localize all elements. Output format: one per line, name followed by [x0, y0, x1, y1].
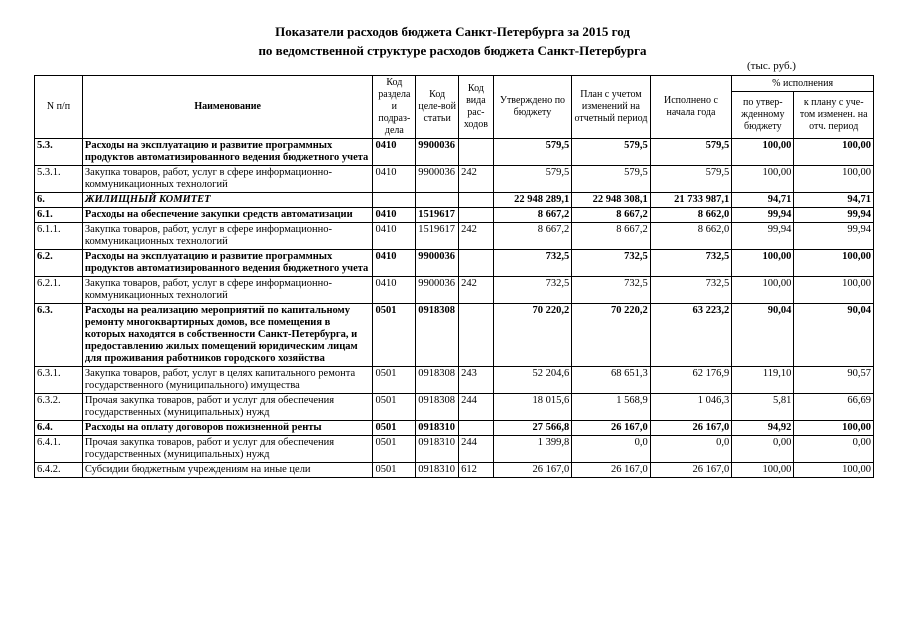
row-name: Субсидии бюджетным учреждениям на иные цели	[82, 463, 373, 478]
row-executed: 732,5	[650, 250, 732, 277]
header-vid: Код вида рас-ходов	[459, 76, 494, 139]
row-plan: 732,5	[572, 277, 650, 304]
row-razdel: 0410	[373, 223, 416, 250]
row-vid: 242	[459, 166, 494, 193]
row-statya: 0918308	[416, 304, 459, 367]
row-name: Расходы на эксплуатацию и развитие программных продуктов автоматизированного ведения бюджетного учета	[82, 250, 373, 277]
row-statya: 9900036	[416, 166, 459, 193]
row-plan: 579,5	[572, 139, 650, 166]
row-pct-plan: 100,00	[794, 277, 874, 304]
document-title: Показатели расходов бюджета Санкт-Петербурга за 2015 год	[275, 24, 630, 39]
row-statya: 0918310	[416, 463, 459, 478]
row-executed: 26 167,0	[650, 421, 732, 436]
row-plan: 26 167,0	[572, 463, 650, 478]
row-pct-approved: 94,71	[732, 193, 794, 208]
row-statya: 9900036	[416, 250, 459, 277]
row-name: Расходы на реализацию мероприятий по капитальному ремонту многоквартирных домов, все помещения в которых находятся в собственности Санкт-Петербурга, и предоставлению жилых помещений юридическим лицам для проживания работников городского хозяйства	[82, 304, 373, 367]
row-vid: 242	[459, 277, 494, 304]
row-approved: 732,5	[493, 277, 571, 304]
row-statya: 1519617	[416, 208, 459, 223]
table-row	[35, 277, 874, 304]
row-statya: 0918310	[416, 421, 459, 436]
row-num: 5.3.1.	[35, 166, 83, 193]
row-num: 6.2.1.	[35, 277, 83, 304]
table-row	[35, 304, 874, 367]
row-pct-plan: 90,04	[794, 304, 874, 367]
units-label: (тыс. руб.)	[747, 60, 796, 72]
row-pct-approved: 100,00	[732, 463, 794, 478]
row-pct-plan: 99,94	[794, 208, 874, 223]
row-name: Закупка товаров, работ, услуг в сфере информационно-коммуникационных технологий	[82, 277, 373, 304]
header-razdel: Код раздела и подраз-дела	[373, 76, 416, 139]
header-pct-plan: к плану с уче-том изменен. на отч. период	[794, 92, 874, 139]
row-num: 6.1.1.	[35, 223, 83, 250]
header-num: N п/п	[35, 76, 83, 139]
row-name: Прочая закупка товаров, работ и услуг для обеспечения государственных (муниципальных) нужд	[82, 394, 373, 421]
row-vid	[459, 139, 494, 166]
row-num: 6.4.1.	[35, 436, 83, 463]
table-row	[35, 394, 874, 421]
row-num: 6.1.	[35, 208, 83, 223]
row-num: 6.3.1.	[35, 367, 83, 394]
row-razdel: 0410	[373, 250, 416, 277]
row-executed: 26 167,0	[650, 463, 732, 478]
row-name: Прочая закупка товаров, работ и услуг для обеспечения государственных (муниципальных) нужд	[82, 436, 373, 463]
row-approved: 579,5	[493, 166, 571, 193]
row-num: 6.4.2.	[35, 463, 83, 478]
row-pct-approved: 100,00	[732, 250, 794, 277]
row-razdel: 0501	[373, 463, 416, 478]
row-razdel: 0410	[373, 139, 416, 166]
table-row	[35, 139, 874, 166]
row-razdel: 0410	[373, 208, 416, 223]
row-statya: 9900036	[416, 277, 459, 304]
row-vid	[459, 421, 494, 436]
row-statya: 0918310	[416, 436, 459, 463]
row-vid: 612	[459, 463, 494, 478]
row-vid	[459, 304, 494, 367]
row-name: Расходы на оплату договоров пожизненной ренты	[82, 421, 373, 436]
row-approved: 27 566,8	[493, 421, 571, 436]
row-pct-approved: 100,00	[732, 166, 794, 193]
row-razdel: 0501	[373, 421, 416, 436]
row-pct-plan: 94,71	[794, 193, 874, 208]
row-approved: 1 399,8	[493, 436, 571, 463]
row-pct-plan: 66,69	[794, 394, 874, 421]
row-executed: 0,0	[650, 436, 732, 463]
row-plan: 1 568,9	[572, 394, 650, 421]
row-razdel	[373, 193, 416, 208]
row-plan: 579,5	[572, 166, 650, 193]
row-executed: 8 662,0	[650, 223, 732, 250]
header-name: Наименование	[82, 76, 373, 139]
row-approved: 8 667,2	[493, 208, 571, 223]
row-approved: 52 204,6	[493, 367, 571, 394]
table-row	[35, 421, 874, 436]
row-razdel: 0410	[373, 277, 416, 304]
row-num: 6.3.2.	[35, 394, 83, 421]
row-plan: 8 667,2	[572, 208, 650, 223]
row-razdel: 0501	[373, 304, 416, 367]
row-pct-plan: 99,94	[794, 223, 874, 250]
row-pct-approved: 90,04	[732, 304, 794, 367]
row-num: 6.3.	[35, 304, 83, 367]
row-plan: 8 667,2	[572, 223, 650, 250]
row-pct-plan: 100,00	[794, 463, 874, 478]
row-statya: 0918308	[416, 367, 459, 394]
row-approved: 8 667,2	[493, 223, 571, 250]
row-pct-plan: 90,57	[794, 367, 874, 394]
row-statya: 9900036	[416, 139, 459, 166]
row-approved: 579,5	[493, 139, 571, 166]
row-num: 5.3.	[35, 139, 83, 166]
header-executed: Исполнено с начала года	[650, 76, 732, 139]
row-approved: 26 167,0	[493, 463, 571, 478]
row-pct-approved: 119,10	[732, 367, 794, 394]
row-approved: 70 220,2	[493, 304, 571, 367]
row-pct-approved: 99,94	[732, 208, 794, 223]
row-executed: 1 046,3	[650, 394, 732, 421]
header-approved: Утверждено по бюджету	[493, 76, 571, 139]
row-num: 6.2.	[35, 250, 83, 277]
header-pct-group: % исполнения	[732, 76, 874, 92]
row-plan: 70 220,2	[572, 304, 650, 367]
table-row	[35, 166, 874, 193]
row-approved: 22 948 289,1	[493, 193, 571, 208]
row-pct-approved: 0,00	[732, 436, 794, 463]
row-approved: 18 015,6	[493, 394, 571, 421]
document-subtitle: по ведомственной структуре расходов бюджета Санкт-Петербурга	[258, 43, 647, 58]
row-razdel: 0501	[373, 394, 416, 421]
row-razdel: 0410	[373, 166, 416, 193]
table-row	[35, 367, 874, 394]
row-vid: 244	[459, 394, 494, 421]
row-executed: 579,5	[650, 166, 732, 193]
table-row	[35, 250, 874, 277]
row-executed: 62 176,9	[650, 367, 732, 394]
table-row	[35, 436, 874, 463]
row-pct-plan: 100,00	[794, 250, 874, 277]
row-executed: 579,5	[650, 139, 732, 166]
row-plan: 26 167,0	[572, 421, 650, 436]
row-approved: 732,5	[493, 250, 571, 277]
table-row	[35, 223, 874, 250]
row-razdel: 0501	[373, 436, 416, 463]
row-plan: 68 651,3	[572, 367, 650, 394]
expenses-table	[34, 75, 874, 478]
row-name: Расходы на обеспечение закупки средств автоматизации	[82, 208, 373, 223]
row-name: Закупка товаров, работ, услуг в сфере информационно-коммуникационных технологий	[82, 223, 373, 250]
row-statya: 1519617	[416, 223, 459, 250]
table-row	[35, 463, 874, 478]
row-plan: 22 948 308,1	[572, 193, 650, 208]
row-pct-approved: 94,92	[732, 421, 794, 436]
row-vid: 244	[459, 436, 494, 463]
header-pct-approved: по утвер-жденному бюджету	[732, 92, 794, 139]
row-name: Закупка товаров, работ, услуг в целях капитального ремонта государственного (муниципального) имущества	[82, 367, 373, 394]
table-row	[35, 208, 874, 223]
row-plan: 0,0	[572, 436, 650, 463]
row-pct-plan: 0,00	[794, 436, 874, 463]
row-pct-plan: 100,00	[794, 421, 874, 436]
row-num: 6.4.	[35, 421, 83, 436]
row-statya: 0918308	[416, 394, 459, 421]
row-pct-approved: 100,00	[732, 277, 794, 304]
row-statya	[416, 193, 459, 208]
table-row	[35, 193, 874, 208]
row-executed: 21 733 987,1	[650, 193, 732, 208]
row-pct-approved: 5,81	[732, 394, 794, 421]
row-name: Расходы на эксплуатацию и развитие программных продуктов автоматизированного ведения бюджетного учета	[82, 139, 373, 166]
row-name: ЖИЛИЩНЫЙ КОМИТЕТ	[82, 193, 373, 208]
row-vid	[459, 193, 494, 208]
row-vid: 242	[459, 223, 494, 250]
row-razdel: 0501	[373, 367, 416, 394]
row-pct-approved: 99,94	[732, 223, 794, 250]
row-pct-approved: 100,00	[732, 139, 794, 166]
row-vid: 243	[459, 367, 494, 394]
row-vid	[459, 250, 494, 277]
row-vid	[459, 208, 494, 223]
header-plan: План с учетом изменений на отчетный период	[572, 76, 650, 139]
row-pct-plan: 100,00	[794, 166, 874, 193]
row-executed: 732,5	[650, 277, 732, 304]
row-name: Закупка товаров, работ, услуг в сфере информационно-коммуникационных технологий	[82, 166, 373, 193]
row-num: 6.	[35, 193, 83, 208]
row-executed: 63 223,2	[650, 304, 732, 367]
row-plan: 732,5	[572, 250, 650, 277]
row-executed: 8 662,0	[650, 208, 732, 223]
header-statya: Код целе-вой статьи	[416, 76, 459, 139]
row-pct-plan: 100,00	[794, 139, 874, 166]
